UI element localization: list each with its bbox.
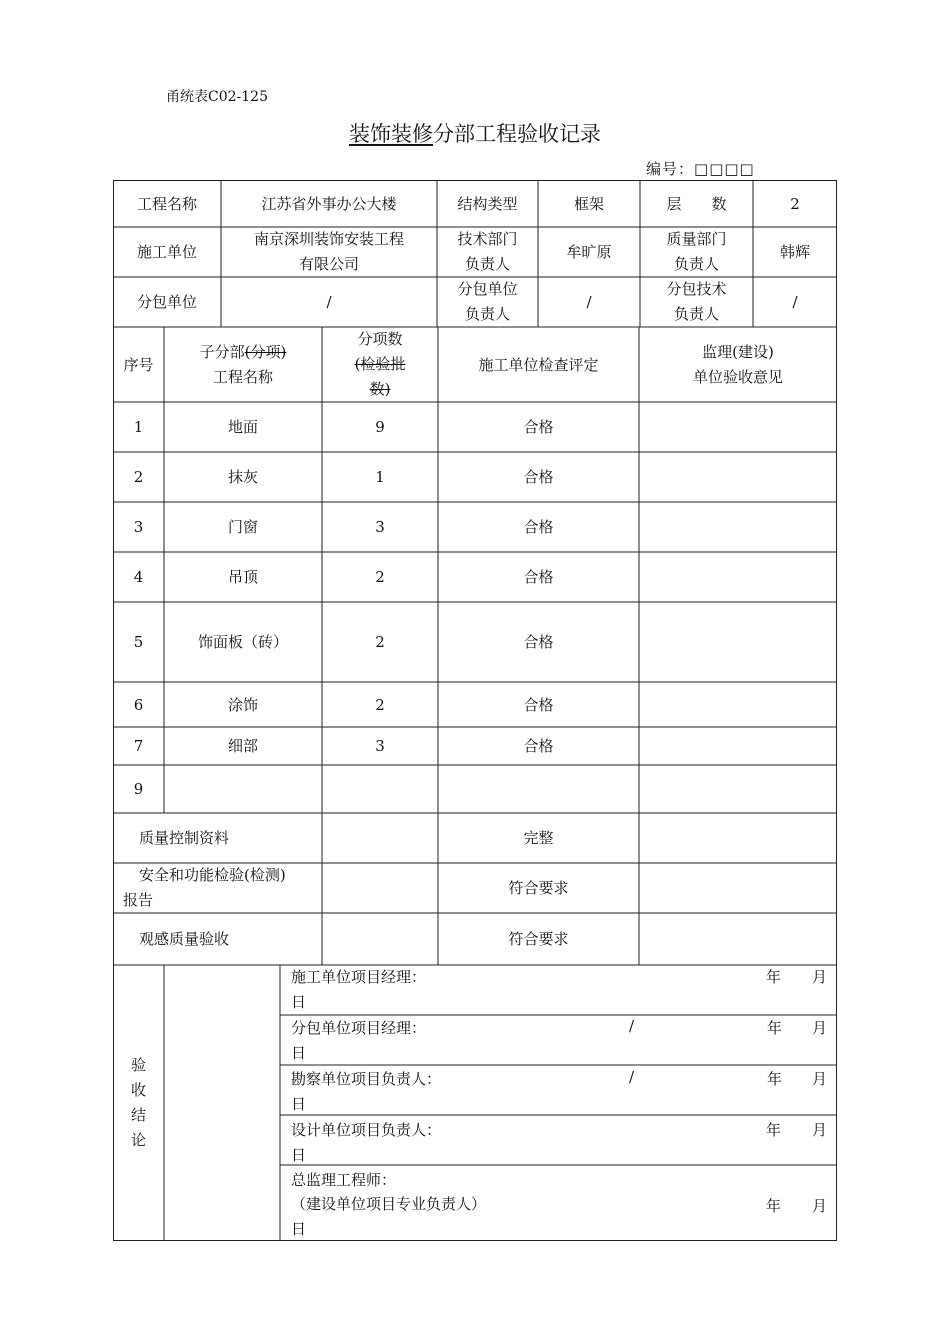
row-seq: 2 (133, 468, 144, 486)
column-header-name-a: 子分部 (199, 342, 245, 361)
signature-label: 施工单位项目经理： (291, 968, 427, 986)
row-seq: 3 (133, 518, 144, 536)
summary-appearance-result: 符合要求 (508, 930, 569, 948)
column-header-count-line-2: (检验批 (354, 355, 406, 373)
row-count: 2 (375, 633, 385, 651)
contractor-label: 施工单位 (136, 243, 197, 261)
column-header-name-line-2: 工程名称 (212, 367, 273, 386)
structure-type-label: 结构类型 (457, 194, 518, 213)
signature-month: 月 (812, 1121, 828, 1139)
conclusion-char-4: 论 (130, 1131, 146, 1149)
row-result: 合格 (523, 418, 554, 436)
sub-head-label-line-2: 负责人 (464, 305, 510, 323)
column-header-name (164, 327, 322, 402)
summary-safety-report-label-line-1: 安全和功能检验(检测) (139, 866, 286, 884)
row-result: 合格 (523, 695, 554, 714)
column-header-seq: 序号 (123, 355, 154, 374)
signature-month: 月 (812, 968, 828, 986)
sub-head-value: / (586, 293, 592, 311)
page-title (0, 118, 950, 148)
sub-tech-head-label (640, 277, 753, 327)
row-name: 吊顶 (227, 568, 258, 586)
conclusion-label (113, 965, 164, 1241)
row-opinion (639, 452, 837, 502)
sub-tech-head-label-line-1: 分包技术 (666, 280, 727, 298)
column-header-check: 施工单位检查评定 (478, 355, 599, 374)
sub-head-label (437, 277, 538, 327)
signature-year: 年 (767, 1019, 783, 1037)
signature-month: 月 (812, 1019, 828, 1037)
project-name-value: 江苏省外事办公大楼 (261, 194, 397, 213)
row-seq: 6 (133, 695, 144, 714)
summary-safety-report-result: 符合要求 (508, 879, 569, 897)
summary-quality-docs-label: 质量控制资料 (139, 829, 230, 847)
signature-slash: / (629, 1017, 635, 1035)
signature-label: 总监理工程师： (291, 1171, 397, 1189)
serial-number (646, 158, 755, 179)
signature-month: 月 (812, 1070, 828, 1088)
row-name (164, 765, 322, 813)
signature-day: 日 (291, 993, 307, 1011)
row-seq: 5 (133, 633, 144, 651)
signature-year: 年 (766, 968, 782, 986)
signature-month: 月 (812, 1197, 828, 1215)
conclusion-char-3: 结 (130, 1106, 146, 1124)
signature-year: 年 (766, 1121, 782, 1139)
row-name: 饰面板（砖） (197, 633, 288, 651)
row-opinion (639, 502, 837, 552)
row-seq: 4 (133, 568, 144, 586)
row-count: 3 (375, 737, 385, 755)
column-header-supervision-line-2: 单位验收意见 (692, 367, 783, 386)
row-result: 合格 (523, 633, 554, 651)
row-opinion (639, 727, 837, 765)
row-opinion (639, 602, 837, 682)
signature-sublabel: （建设单位项目专业负责人） (291, 1195, 487, 1213)
signature-label: 设计单位项目负责人： (291, 1121, 442, 1139)
floors-value: 2 (790, 194, 800, 213)
tech-dept-head-label (437, 227, 538, 277)
tech-dept-head-label-line-1: 技术部门 (457, 230, 518, 248)
subcontractor-value: / (326, 293, 332, 311)
row-result (438, 765, 639, 813)
signature-year: 年 (766, 1197, 782, 1215)
row-result: 合格 (523, 468, 554, 486)
row-count: 2 (375, 568, 385, 586)
row-opinion (639, 682, 837, 727)
row-opinion (639, 552, 837, 602)
signature-day: 日 (291, 1095, 307, 1113)
row-seq: 9 (133, 780, 144, 798)
row-count: 1 (375, 468, 385, 486)
summary-appearance-label: 观感质量验收 (139, 930, 230, 948)
contractor-line-1: 南京深圳装饰安装工程 (253, 230, 404, 248)
row-name: 地面 (227, 418, 258, 436)
quality-dept-head-label-line-2: 负责人 (673, 255, 719, 273)
quality-dept-head-label (640, 227, 753, 277)
summary-safety-report-label-line-2: 报告 (123, 891, 154, 909)
row-name: 细部 (227, 737, 258, 755)
signature-label: 勘察单位项目负责人： (291, 1070, 442, 1088)
conclusion-char-1: 验 (130, 1056, 146, 1074)
title-underlined: 装饰装修 (349, 122, 433, 146)
sub-head-label-line-1: 分包单位 (457, 280, 518, 298)
floors-label: 层 数 (666, 194, 727, 213)
row-opinion (639, 765, 837, 813)
row-result: 合格 (523, 518, 554, 536)
column-header-supervision (639, 327, 837, 402)
row-name: 涂饰 (227, 695, 258, 714)
signature-slash: / (629, 1068, 635, 1086)
column-header-supervision-line-1: 监理(建设) (702, 342, 774, 361)
sub-tech-head-value: / (792, 293, 798, 311)
row-result: 合格 (523, 737, 554, 755)
title-rest: 分部工程验收记录 (433, 122, 601, 146)
row-count: 2 (375, 695, 385, 714)
row-seq: 1 (133, 418, 144, 436)
form-code: 甬统表C02-125 (166, 89, 268, 105)
acceptance-record-table (113, 180, 837, 1241)
row-count: 9 (375, 418, 385, 436)
column-header-count-line-3: 数) (369, 380, 391, 398)
row-opinion (639, 402, 837, 452)
column-header-name-b: (分项) (244, 342, 287, 361)
row-seq: 7 (133, 737, 144, 755)
tech-dept-head-value: 牟旷原 (566, 243, 612, 261)
signature-day: 日 (291, 1220, 307, 1238)
contractor-value (221, 227, 437, 277)
row-result: 合格 (523, 568, 554, 586)
serial-label: 编号： (646, 160, 695, 178)
row-name: 抹灰 (227, 468, 258, 486)
subcontractor-label: 分包单位 (136, 293, 197, 311)
column-header-count (322, 327, 438, 402)
contractor-line-2: 有限公司 (298, 255, 359, 273)
project-name-label: 工程名称 (136, 194, 197, 213)
quality-dept-head-label-line-1: 质量部门 (666, 230, 727, 248)
summary-quality-docs-result: 完整 (523, 829, 554, 847)
signature-label: 分包单位项目经理： (291, 1019, 427, 1037)
row-count (322, 765, 438, 813)
quality-dept-head-value: 韩辉 (779, 243, 810, 261)
signature-day: 日 (291, 1044, 307, 1062)
summary-safety-report-label (113, 863, 322, 913)
column-header-count-line-1: 分项数 (357, 330, 403, 348)
tech-dept-head-label-line-2: 负责人 (464, 255, 510, 273)
signature-day: 日 (291, 1146, 307, 1164)
conclusion-char-2: 收 (130, 1081, 146, 1099)
row-count: 3 (375, 518, 385, 536)
sub-tech-head-label-line-2: 负责人 (673, 305, 719, 323)
serial-boxes: □□□□ (694, 160, 755, 178)
signature-year: 年 (767, 1070, 783, 1088)
structure-type-value: 框架 (573, 194, 604, 213)
row-name: 门窗 (227, 518, 258, 536)
